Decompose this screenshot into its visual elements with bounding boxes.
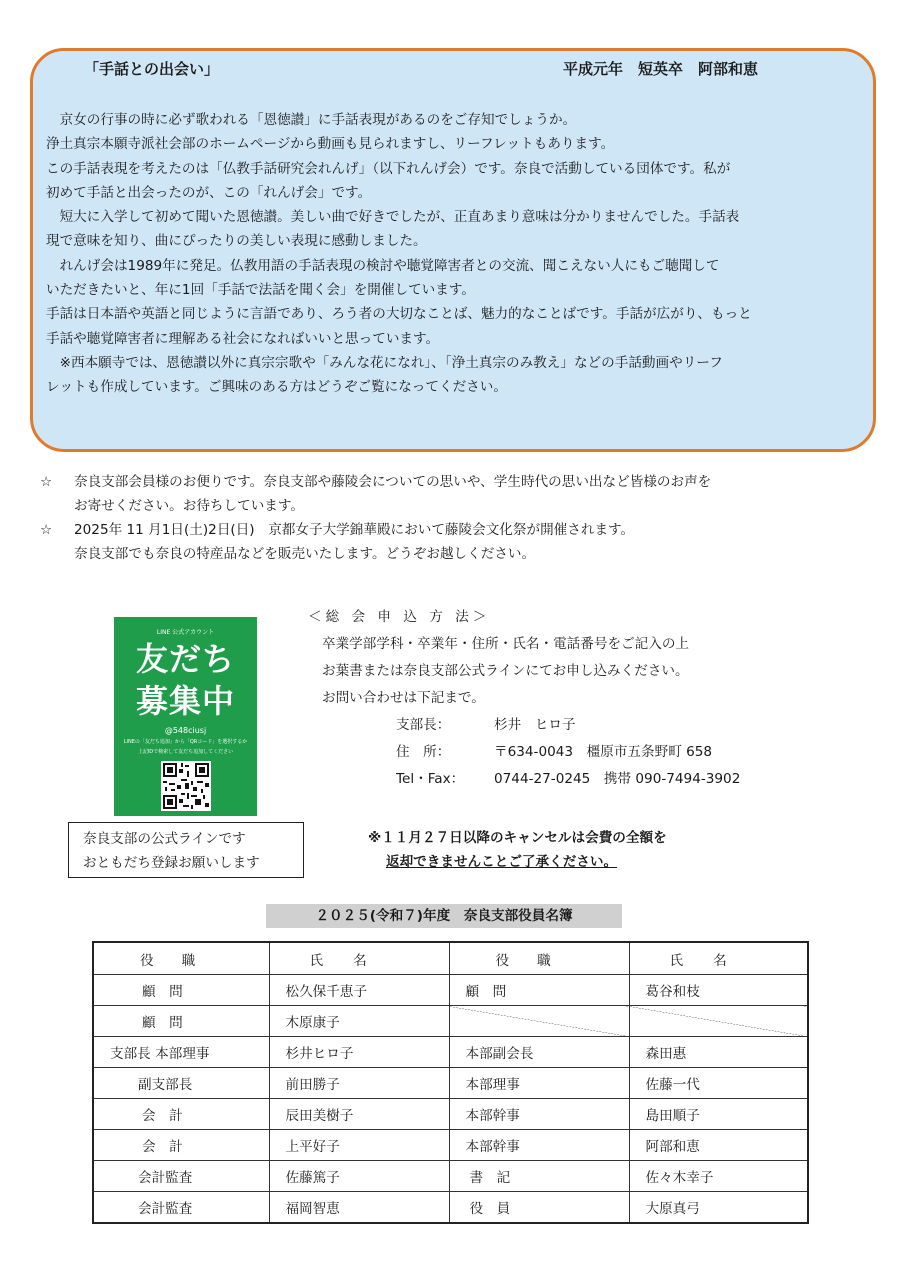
essay-line: ※西本願寺では、恩徳讃以外に真宗宗歌や「みんな花になれ」、「浄土真宗のみ教え」などの手話動画やリーフ [59,354,723,371]
column-header: 役職 [93,942,269,975]
column-header: 氏名 [629,942,808,975]
essay-line: 手話や聴覚障害者に理解ある社会になればいいと思っています。 [46,330,440,347]
essay-title: 「手話との出会い」 [84,60,220,78]
essay-line: レットも作成しています。ご興味のある方はどうぞご覧になってください。 [46,379,507,396]
cell-name: 上平好子 [269,1130,449,1161]
cell-name: 松久保千恵子 [269,975,449,1006]
contact-label: 支部長： [396,717,451,733]
notices [40,470,711,566]
cell-post: 本部理事 [449,1068,629,1099]
line-friend-card[interactable] [114,617,257,816]
cell-post: 支部長 本部理事 [93,1037,269,1068]
apply-text: お葉書または奈良支部公式ラインにてお申し込みください。 [322,663,689,679]
table-row [93,1161,808,1192]
cell-post: 顧 問 [449,975,629,1006]
cell-post: 本部副会長 [449,1037,629,1068]
contact-label: 住 所： [396,744,451,760]
contact-manager [396,712,740,739]
cell-name: 杉井ヒロ子 [269,1037,449,1068]
cell-post: 副支部長 [93,1068,269,1099]
apply-text: お問い合わせは下記まで。 [322,690,485,706]
cell-post: 顧 問 [93,1006,269,1037]
contact-address [396,739,740,766]
cell-post: 本部幹事 [449,1099,629,1130]
notice-festival [40,518,711,566]
essay-body [46,108,866,400]
cell-name: 福岡智恵 [269,1192,449,1224]
contact-value: 杉井 ヒロ子 [494,717,576,733]
cell-post: 会 計 [93,1130,269,1161]
contact-label: Tel・Fax： [396,771,465,787]
line-instruction: LINEの「友だち追加」から「QRコード」を選択するか [123,739,248,745]
essay-line: いただきたいと、年に1回「手話で法話を聞く会」を開催しています。 [46,282,475,299]
cell-name: 葛谷和枝 [629,975,808,1006]
roster-table [92,941,809,1224]
line-caption-text: 奈良支部の公式ラインです [83,831,246,847]
line-big-line1: 友だち [135,640,235,678]
table-row [93,1068,808,1099]
essay-line: 短大に入学して初めて聞いた恩徳讃。美しい曲で好きでしたが、正直あまり意味は分かりませんでした。手話表 [59,209,740,226]
notice-text: お寄せください。お待ちしています。 [74,498,305,514]
notice-text: 奈良支部会員様のお便りです。奈良支部や藤陵会についての思いや、学生時代の思い出など皆様のお声を [74,474,712,490]
line-account-label: LINE 公式アカウント [156,629,215,636]
cell-name: 木原康子 [269,1006,449,1037]
cancel-text: 返却できませんことご了承ください。 [386,854,618,870]
table-row [93,975,808,1006]
table-row [93,1130,808,1161]
table-row [93,1006,808,1037]
essay-line: この手話表現を考えたのは「仏教手話研究会れんげ」（以下れんげ会）です。奈良で活動している団体です。私が [46,160,731,177]
line-big-line2: 募集中 [135,682,235,720]
line-account-id: @548ciusj [164,726,207,735]
essay-line: 初めて手話と出会ったのが、この「れんげ会」です。 [46,184,372,201]
cell-name: 大原真弓 [629,1192,808,1224]
roster-title: ２０２５(令和７)年度 奈良支部役員名簿 [266,904,622,928]
line-instruction: 上記IDで検索して友だち追加してください [137,749,234,755]
essay-line: れんげ会は1989年に発足。仏教用語の手話表現の検討や聴覚障害者との交流、聞こえない人にもご聴聞して [59,257,720,274]
apply-section [300,604,740,793]
notice-text: 2025年 11 月1日(土)2日(日) 京都女子大学錦華殿において藤陵会文化祭が開催されます。 [74,522,635,538]
cell-post: 会 計 [93,1099,269,1130]
contact-value: 〒634-0043 橿原市五条野町 658 [494,744,713,760]
cell-name: 前田勝子 [269,1068,449,1099]
cell-post: 会計監査 [93,1161,269,1192]
apply-text: 卒業学部学科・卒業年・住所・氏名・電話番号をご記入の上 [322,636,690,652]
line-caption-box [68,822,304,878]
table-row [93,1037,808,1068]
essay-line: 現で意味を知り、曲にぴったりの美しい表現に感動しました。 [46,233,427,250]
column-header: 氏名 [269,942,449,975]
cell-name: 佐藤一代 [629,1068,808,1099]
notice-text: 奈良支部でも奈良の特産品などを販売いたします。どうぞお越しください。 [74,546,536,562]
notice-letters [40,470,711,518]
cell-post: 書 記 [449,1161,629,1192]
qr-code-icon[interactable] [161,761,211,811]
star-icon: ☆ [40,522,53,538]
cell-name: 森田惠 [629,1037,808,1068]
star-icon: ☆ [40,474,53,490]
cell-post: 会計監査 [93,1192,269,1224]
cell-name: 島田順子 [629,1099,808,1130]
column-header: 役職 [449,942,629,975]
table-header-row [93,942,808,975]
table-row [93,1099,808,1130]
cell-name: 阿部和恵 [629,1130,808,1161]
cancel-notice [368,826,667,874]
cell-empty [629,1006,808,1037]
cell-post: 顧 問 [93,975,269,1006]
cell-name: 佐藤篤子 [269,1161,449,1192]
cell-post: 役 員 [449,1192,629,1224]
contact-value: 0744-27-0245 携帯 090-7494-3902 [494,771,741,787]
cell-name: 辰田美樹子 [269,1099,449,1130]
cell-post: 本部幹事 [449,1130,629,1161]
essay-line: 手話は日本語や英語と同じように言語であり、ろう者の大切なことば、魅力的なことばです。手話が広がり、もっと [46,306,752,323]
apply-heading: ＜総 会 申 込 方 法＞ [308,609,491,625]
cell-name: 佐々木幸子 [629,1161,808,1192]
essay-line: 浄土真宗本願寺派社会部のホームページから動画も見られますし、リーフレットもあります。 [46,136,615,153]
essay-line: 京女の行事の時に必ず歌われる「恩徳讃」に手話表現があるのをご存知でしょうか。 [59,112,577,128]
contact-phone [396,766,740,793]
cell-empty [449,1006,629,1037]
line-caption-text: おともだち登録お願いします [83,855,260,871]
essay-author: 平成元年 短英卒 阿部和恵 [563,60,759,78]
cancel-text: ※１１月２７日以降のキャンセルは会費の全額を [368,830,667,846]
table-row [93,1192,808,1224]
